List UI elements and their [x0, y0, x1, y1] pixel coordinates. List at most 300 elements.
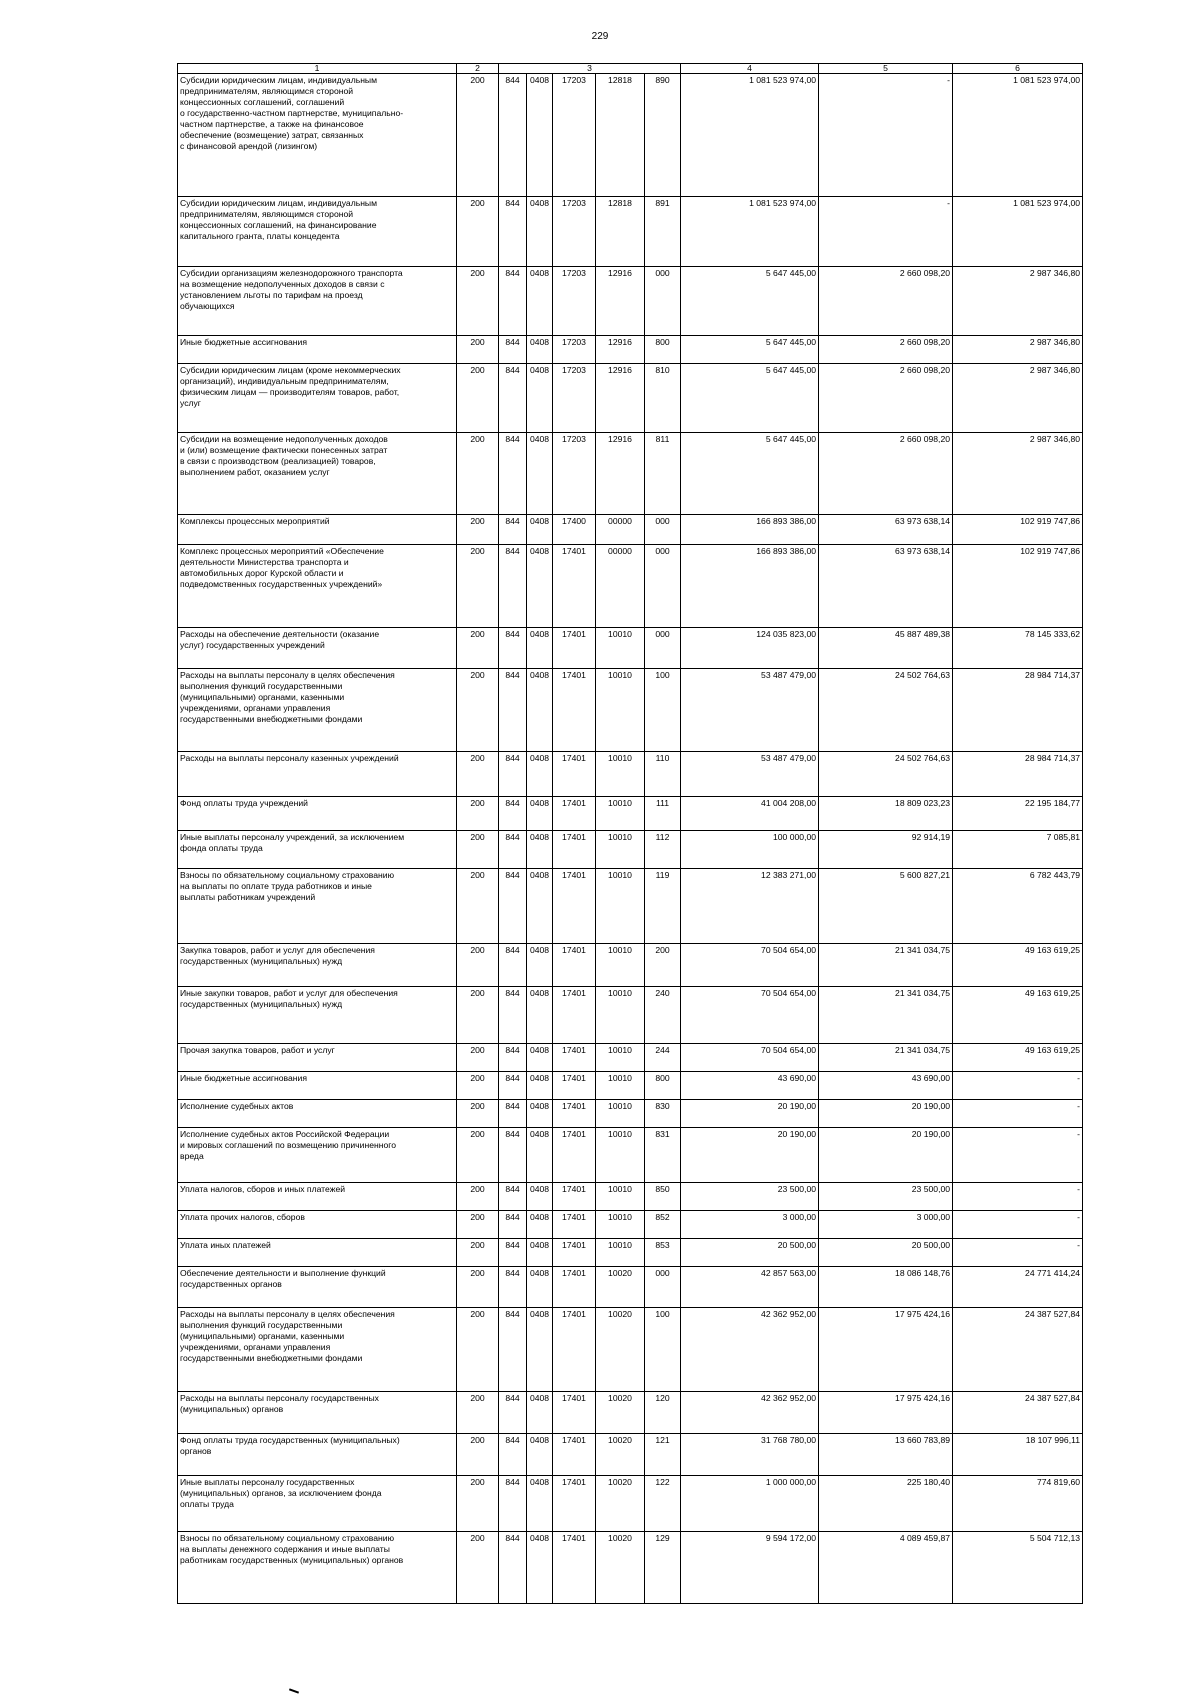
- row-name-cell: Расходы на выплаты персоналу в целях обеспечения выполнения функций государственными (муниципальными) органами, казенными учреждениями, органами управления государственными внебюджетными фондами: [178, 669, 457, 752]
- table-row: [178, 197, 1083, 267]
- expense-type-cell: 800: [645, 336, 681, 364]
- table-row: [178, 869, 1083, 944]
- row-name-cell: Субсидии на возмещение недополученных доходов и (или) возмещение фактически понесенных затрат в связи с производством (реализацией) товаров, выполнением работ, оказанием услуг: [178, 433, 457, 515]
- section-code-cell: 0408: [527, 267, 553, 336]
- approved-amount-cell: 41 004 208,00: [681, 797, 819, 831]
- approved-amount-cell: 20 190,00: [681, 1100, 819, 1128]
- line-code-cell: 200: [457, 1128, 499, 1183]
- table-row: [178, 1072, 1083, 1100]
- expense-type-cell: 831: [645, 1128, 681, 1183]
- expense-type-cell: 122: [645, 1476, 681, 1532]
- executed-amount-cell: 225 180,40: [819, 1476, 953, 1532]
- row-name-cell: Расходы на выплаты персоналу в целях обеспечения выполнения функций государственными (муниципальными) органами, казенными учреждениями, органами управления государственными внебюджетными фондами: [178, 1308, 457, 1392]
- approved-amount-cell: 53 487 479,00: [681, 669, 819, 752]
- approved-amount-cell: 42 857 563,00: [681, 1267, 819, 1308]
- header-cell: 6: [953, 64, 1083, 74]
- line-code-cell: 200: [457, 1100, 499, 1128]
- remaining-amount-cell: 24 387 527,84: [953, 1392, 1083, 1434]
- remaining-amount-cell: 774 819,60: [953, 1476, 1083, 1532]
- remaining-amount-cell: 7 085,81: [953, 831, 1083, 869]
- direction-code-cell: 10010: [596, 1128, 645, 1183]
- approved-amount-cell: 5 647 445,00: [681, 433, 819, 515]
- program-code-cell: 17401: [553, 1183, 596, 1211]
- admin-code-cell: 844: [499, 1211, 527, 1239]
- expense-type-cell: 811: [645, 433, 681, 515]
- section-code-cell: 0408: [527, 1308, 553, 1392]
- executed-amount-cell: 2 660 098,20: [819, 336, 953, 364]
- executed-amount-cell: 24 502 764,63: [819, 752, 953, 797]
- program-code-cell: 17401: [553, 1308, 596, 1392]
- admin-code-cell: 844: [499, 1100, 527, 1128]
- remaining-amount-cell: -: [953, 1239, 1083, 1267]
- executed-amount-cell: 21 341 034,75: [819, 987, 953, 1044]
- section-code-cell: 0408: [527, 1267, 553, 1308]
- expense-type-cell: 200: [645, 944, 681, 987]
- line-code-cell: 200: [457, 869, 499, 944]
- table-row: [178, 1128, 1083, 1183]
- remaining-amount-cell: -: [953, 1211, 1083, 1239]
- program-code-cell: 17401: [553, 869, 596, 944]
- line-code-cell: 200: [457, 1532, 499, 1604]
- direction-code-cell: 12916: [596, 364, 645, 433]
- table-row: [178, 1476, 1083, 1532]
- direction-code-cell: 10020: [596, 1308, 645, 1392]
- approved-amount-cell: 20 500,00: [681, 1239, 819, 1267]
- admin-code-cell: 844: [499, 1183, 527, 1211]
- line-code-cell: 200: [457, 515, 499, 545]
- approved-amount-cell: 31 768 780,00: [681, 1434, 819, 1476]
- expense-type-cell: 891: [645, 197, 681, 267]
- program-code-cell: 17401: [553, 545, 596, 628]
- row-name-cell: Взносы по обязательному социальному страхованию на выплаты по оплате труда работников и иные выплаты работникам учреждений: [178, 869, 457, 944]
- table-row: [178, 336, 1083, 364]
- footer-mark: [289, 1688, 299, 1693]
- line-code-cell: 200: [457, 1072, 499, 1100]
- admin-code-cell: 844: [499, 364, 527, 433]
- program-code-cell: 17401: [553, 1476, 596, 1532]
- line-code-cell: 200: [457, 1211, 499, 1239]
- approved-amount-cell: 166 893 386,00: [681, 515, 819, 545]
- header-cell: 4: [681, 64, 819, 74]
- remaining-amount-cell: 2 987 346,80: [953, 364, 1083, 433]
- direction-code-cell: 10010: [596, 628, 645, 669]
- row-name-cell: Уплата прочих налогов, сборов: [178, 1211, 457, 1239]
- line-code-cell: 200: [457, 1308, 499, 1392]
- section-code-cell: 0408: [527, 197, 553, 267]
- line-code-cell: 200: [457, 1239, 499, 1267]
- approved-amount-cell: 53 487 479,00: [681, 752, 819, 797]
- line-code-cell: 200: [457, 197, 499, 267]
- admin-code-cell: 844: [499, 1044, 527, 1072]
- remaining-amount-cell: 22 195 184,77: [953, 797, 1083, 831]
- program-code-cell: 17401: [553, 1211, 596, 1239]
- program-code-cell: 17203: [553, 364, 596, 433]
- line-code-cell: 200: [457, 752, 499, 797]
- executed-amount-cell: 4 089 459,87: [819, 1532, 953, 1604]
- remaining-amount-cell: -: [953, 1128, 1083, 1183]
- line-code-cell: 200: [457, 267, 499, 336]
- section-code-cell: 0408: [527, 1183, 553, 1211]
- section-code-cell: 0408: [527, 1532, 553, 1604]
- approved-amount-cell: 124 035 823,00: [681, 628, 819, 669]
- row-name-cell: Иные выплаты персоналу государственных (муниципальных) органов, за исключением фонда оплаты труда: [178, 1476, 457, 1532]
- admin-code-cell: 844: [499, 1267, 527, 1308]
- line-code-cell: 200: [457, 628, 499, 669]
- line-code-cell: 200: [457, 1044, 499, 1072]
- executed-amount-cell: 2 660 098,20: [819, 433, 953, 515]
- executed-amount-cell: 20 500,00: [819, 1239, 953, 1267]
- program-code-cell: 17401: [553, 1128, 596, 1183]
- approved-amount-cell: 42 362 952,00: [681, 1308, 819, 1392]
- admin-code-cell: 844: [499, 869, 527, 944]
- row-name-cell: Фонд оплаты труда учреждений: [178, 797, 457, 831]
- row-name-cell: Исполнение судебных актов: [178, 1100, 457, 1128]
- direction-code-cell: 10010: [596, 1239, 645, 1267]
- admin-code-cell: 844: [499, 628, 527, 669]
- row-name-cell: Расходы на выплаты персоналу государственных (муниципальных) органов: [178, 1392, 457, 1434]
- expense-type-cell: 850: [645, 1183, 681, 1211]
- direction-code-cell: 10010: [596, 797, 645, 831]
- executed-amount-cell: 92 914,19: [819, 831, 953, 869]
- executed-amount-cell: 20 190,00: [819, 1128, 953, 1183]
- admin-code-cell: 844: [499, 831, 527, 869]
- remaining-amount-cell: 28 984 714,37: [953, 752, 1083, 797]
- executed-amount-cell: 2 660 098,20: [819, 267, 953, 336]
- admin-code-cell: 844: [499, 1392, 527, 1434]
- executed-amount-cell: 63 973 638,14: [819, 515, 953, 545]
- header-cell: 3: [499, 64, 681, 74]
- approved-amount-cell: 9 594 172,00: [681, 1532, 819, 1604]
- table-row: [178, 944, 1083, 987]
- approved-amount-cell: 70 504 654,00: [681, 944, 819, 987]
- admin-code-cell: 844: [499, 515, 527, 545]
- remaining-amount-cell: 28 984 714,37: [953, 669, 1083, 752]
- program-code-cell: 17401: [553, 1044, 596, 1072]
- expense-type-cell: 244: [645, 1044, 681, 1072]
- admin-code-cell: 844: [499, 197, 527, 267]
- approved-amount-cell: 12 383 271,00: [681, 869, 819, 944]
- direction-code-cell: 12916: [596, 433, 645, 515]
- admin-code-cell: 844: [499, 433, 527, 515]
- direction-code-cell: 10020: [596, 1434, 645, 1476]
- table-row: [178, 1392, 1083, 1434]
- approved-amount-cell: 43 690,00: [681, 1072, 819, 1100]
- line-code-cell: 200: [457, 364, 499, 433]
- program-code-cell: 17401: [553, 987, 596, 1044]
- program-code-cell: 17401: [553, 1267, 596, 1308]
- header-cell: 2: [457, 64, 499, 74]
- remaining-amount-cell: 6 782 443,79: [953, 869, 1083, 944]
- executed-amount-cell: 2 660 098,20: [819, 364, 953, 433]
- expense-type-cell: 129: [645, 1532, 681, 1604]
- remaining-amount-cell: 18 107 996,11: [953, 1434, 1083, 1476]
- approved-amount-cell: 23 500,00: [681, 1183, 819, 1211]
- row-name-cell: Иные закупки товаров, работ и услуг для обеспечения государственных (муниципальных) нужд: [178, 987, 457, 1044]
- direction-code-cell: 12818: [596, 197, 645, 267]
- table-row: [178, 1308, 1083, 1392]
- program-code-cell: 17401: [553, 1434, 596, 1476]
- line-code-cell: 200: [457, 797, 499, 831]
- remaining-amount-cell: 102 919 747,86: [953, 545, 1083, 628]
- expense-type-cell: 100: [645, 669, 681, 752]
- section-code-cell: 0408: [527, 1072, 553, 1100]
- section-code-cell: 0408: [527, 1392, 553, 1434]
- row-name-cell: Субсидии юридическим лицам (кроме некоммерческих организаций), индивидуальным предпринимателям, физическим лицам — производителям товаров, работ, услуг: [178, 364, 457, 433]
- row-name-cell: Иные бюджетные ассигнования: [178, 336, 457, 364]
- program-code-cell: 17401: [553, 944, 596, 987]
- direction-code-cell: 10020: [596, 1476, 645, 1532]
- program-code-cell: 17400: [553, 515, 596, 545]
- remaining-amount-cell: 49 163 619,25: [953, 1044, 1083, 1072]
- table-row: [178, 433, 1083, 515]
- section-code-cell: 0408: [527, 1476, 553, 1532]
- line-code-cell: 200: [457, 1434, 499, 1476]
- row-name-cell: Уплата иных платежей: [178, 1239, 457, 1267]
- remaining-amount-cell: 49 163 619,25: [953, 987, 1083, 1044]
- remaining-amount-cell: 1 081 523 974,00: [953, 74, 1083, 197]
- executed-amount-cell: -: [819, 74, 953, 197]
- line-code-cell: 200: [457, 944, 499, 987]
- section-code-cell: 0408: [527, 628, 553, 669]
- line-code-cell: 200: [457, 1183, 499, 1211]
- executed-amount-cell: 43 690,00: [819, 1072, 953, 1100]
- remaining-amount-cell: 24 387 527,84: [953, 1308, 1083, 1392]
- direction-code-cell: 12916: [596, 267, 645, 336]
- remaining-amount-cell: -: [953, 1183, 1083, 1211]
- direction-code-cell: 10010: [596, 987, 645, 1044]
- row-name-cell: Субсидии организациям железнодорожного транспорта на возмещение недополученных доходов в связи с установлением льготы по тарифам на проезд обучающихся: [178, 267, 457, 336]
- table-row: [178, 752, 1083, 797]
- expense-type-cell: 119: [645, 869, 681, 944]
- section-code-cell: 0408: [527, 1100, 553, 1128]
- row-name-cell: Уплата налогов, сборов и иных платежей: [178, 1183, 457, 1211]
- table-row: [178, 267, 1083, 336]
- column-number-row: [178, 64, 1083, 74]
- section-code-cell: 0408: [527, 1239, 553, 1267]
- section-code-cell: 0408: [527, 1128, 553, 1183]
- approved-amount-cell: 20 190,00: [681, 1128, 819, 1183]
- approved-amount-cell: 42 362 952,00: [681, 1392, 819, 1434]
- expense-type-cell: 000: [645, 628, 681, 669]
- line-code-cell: 200: [457, 1267, 499, 1308]
- expense-type-cell: 000: [645, 515, 681, 545]
- admin-code-cell: 844: [499, 669, 527, 752]
- remaining-amount-cell: 2 987 346,80: [953, 267, 1083, 336]
- remaining-amount-cell: 2 987 346,80: [953, 336, 1083, 364]
- row-name-cell: Расходы на обеспечение деятельности (оказание услуг) государственных учреждений: [178, 628, 457, 669]
- approved-amount-cell: 5 647 445,00: [681, 336, 819, 364]
- row-name-cell: Иные выплаты персоналу учреждений, за исключением фонда оплаты труда: [178, 831, 457, 869]
- table-row: [178, 1211, 1083, 1239]
- approved-amount-cell: 166 893 386,00: [681, 545, 819, 628]
- line-code-cell: 200: [457, 336, 499, 364]
- expense-type-cell: 000: [645, 1267, 681, 1308]
- direction-code-cell: 10010: [596, 1100, 645, 1128]
- row-name-cell: Прочая закупка товаров, работ и услуг: [178, 1044, 457, 1072]
- header-cell: 5: [819, 64, 953, 74]
- expense-type-cell: 111: [645, 797, 681, 831]
- table-row: [178, 1267, 1083, 1308]
- admin-code-cell: 844: [499, 752, 527, 797]
- executed-amount-cell: 20 190,00: [819, 1100, 953, 1128]
- executed-amount-cell: 3 000,00: [819, 1211, 953, 1239]
- row-name-cell: Комплексы процессных мероприятий: [178, 515, 457, 545]
- row-name-cell: Субсидии юридическим лицам, индивидуальным предпринимателям, являющимся стороной концессионных соглашений, соглашений о государственно-частном партнерстве, муниципально- частном партнерстве, а также на финансовое обеспечение (возмещение) затрат, связанных с финансовой арендой (лизингом): [178, 74, 457, 197]
- direction-code-cell: 00000: [596, 515, 645, 545]
- admin-code-cell: 844: [499, 987, 527, 1044]
- line-code-cell: 200: [457, 669, 499, 752]
- approved-amount-cell: 1 081 523 974,00: [681, 74, 819, 197]
- remaining-amount-cell: 49 163 619,25: [953, 944, 1083, 987]
- line-code-cell: 200: [457, 1392, 499, 1434]
- approved-amount-cell: 1 000 000,00: [681, 1476, 819, 1532]
- admin-code-cell: 844: [499, 267, 527, 336]
- program-code-cell: 17401: [553, 1072, 596, 1100]
- table-row: [178, 1532, 1083, 1604]
- section-code-cell: 0408: [527, 364, 553, 433]
- section-code-cell: 0408: [527, 752, 553, 797]
- program-code-cell: 17203: [553, 74, 596, 197]
- program-code-cell: 17401: [553, 752, 596, 797]
- line-code-cell: 200: [457, 74, 499, 197]
- line-code-cell: 200: [457, 1476, 499, 1532]
- section-code-cell: 0408: [527, 831, 553, 869]
- executed-amount-cell: 21 341 034,75: [819, 1044, 953, 1072]
- expense-type-cell: 100: [645, 1308, 681, 1392]
- section-code-cell: 0408: [527, 669, 553, 752]
- program-code-cell: 17401: [553, 1239, 596, 1267]
- executed-amount-cell: 24 502 764,63: [819, 669, 953, 752]
- remaining-amount-cell: 78 145 333,62: [953, 628, 1083, 669]
- remaining-amount-cell: 102 919 747,86: [953, 515, 1083, 545]
- admin-code-cell: 844: [499, 1434, 527, 1476]
- approved-amount-cell: 5 647 445,00: [681, 267, 819, 336]
- executed-amount-cell: 21 341 034,75: [819, 944, 953, 987]
- program-code-cell: 17203: [553, 433, 596, 515]
- section-code-cell: 0408: [527, 545, 553, 628]
- section-code-cell: 0408: [527, 515, 553, 545]
- executed-amount-cell: 17 975 424,16: [819, 1392, 953, 1434]
- row-name-cell: Обеспечение деятельности и выполнение функций государственных органов: [178, 1267, 457, 1308]
- executed-amount-cell: 5 600 827,21: [819, 869, 953, 944]
- approved-amount-cell: 5 647 445,00: [681, 364, 819, 433]
- program-code-cell: 17401: [553, 1100, 596, 1128]
- line-code-cell: 200: [457, 987, 499, 1044]
- table-row: [178, 1434, 1083, 1476]
- expense-type-cell: 890: [645, 74, 681, 197]
- executed-amount-cell: 17 975 424,16: [819, 1308, 953, 1392]
- remaining-amount-cell: 2 987 346,80: [953, 433, 1083, 515]
- row-name-cell: Расходы на выплаты персоналу казенных учреждений: [178, 752, 457, 797]
- budget-table: [177, 63, 1083, 1604]
- line-code-cell: 200: [457, 433, 499, 515]
- line-code-cell: 200: [457, 545, 499, 628]
- table-row: [178, 628, 1083, 669]
- remaining-amount-cell: 24 771 414,24: [953, 1267, 1083, 1308]
- direction-code-cell: 10020: [596, 1267, 645, 1308]
- program-code-cell: 17401: [553, 1532, 596, 1604]
- table-row: [178, 515, 1083, 545]
- table-row: [178, 74, 1083, 197]
- approved-amount-cell: 70 504 654,00: [681, 987, 819, 1044]
- table-row: [178, 1044, 1083, 1072]
- section-code-cell: 0408: [527, 944, 553, 987]
- table-row: [178, 831, 1083, 869]
- approved-amount-cell: 3 000,00: [681, 1211, 819, 1239]
- direction-code-cell: 10020: [596, 1392, 645, 1434]
- direction-code-cell: 00000: [596, 545, 645, 628]
- expense-type-cell: 810: [645, 364, 681, 433]
- direction-code-cell: 12818: [596, 74, 645, 197]
- row-name-cell: Исполнение судебных актов Российской Федерации и мировых соглашений по возмещению причиненного вреда: [178, 1128, 457, 1183]
- table-row: [178, 364, 1083, 433]
- expense-type-cell: 120: [645, 1392, 681, 1434]
- admin-code-cell: 844: [499, 1532, 527, 1604]
- expense-type-cell: 000: [645, 545, 681, 628]
- direction-code-cell: 10010: [596, 1183, 645, 1211]
- direction-code-cell: 10010: [596, 944, 645, 987]
- table-row: [178, 1239, 1083, 1267]
- direction-code-cell: 10010: [596, 831, 645, 869]
- program-code-cell: 17203: [553, 197, 596, 267]
- admin-code-cell: 844: [499, 1476, 527, 1532]
- program-code-cell: 17401: [553, 1392, 596, 1434]
- expense-type-cell: 830: [645, 1100, 681, 1128]
- program-code-cell: 17203: [553, 267, 596, 336]
- section-code-cell: 0408: [527, 1434, 553, 1476]
- line-code-cell: 200: [457, 831, 499, 869]
- executed-amount-cell: 13 660 783,89: [819, 1434, 953, 1476]
- admin-code-cell: 844: [499, 1128, 527, 1183]
- header-cell: 1: [178, 64, 457, 74]
- direction-code-cell: 10020: [596, 1532, 645, 1604]
- program-code-cell: 17401: [553, 797, 596, 831]
- section-code-cell: 0408: [527, 869, 553, 944]
- approved-amount-cell: 70 504 654,00: [681, 1044, 819, 1072]
- row-name-cell: Взносы по обязательному социальному страхованию на выплаты денежного содержания и иные выплаты работникам государственных (муниципальных) органов: [178, 1532, 457, 1604]
- approved-amount-cell: 100 000,00: [681, 831, 819, 869]
- program-code-cell: 17203: [553, 336, 596, 364]
- expense-type-cell: 853: [645, 1239, 681, 1267]
- table-row: [178, 797, 1083, 831]
- direction-code-cell: 12916: [596, 336, 645, 364]
- approved-amount-cell: 1 081 523 974,00: [681, 197, 819, 267]
- section-code-cell: 0408: [527, 1211, 553, 1239]
- direction-code-cell: 10010: [596, 1044, 645, 1072]
- program-code-cell: 17401: [553, 831, 596, 869]
- direction-code-cell: 10010: [596, 752, 645, 797]
- row-name-cell: Иные бюджетные ассигнования: [178, 1072, 457, 1100]
- section-code-cell: 0408: [527, 797, 553, 831]
- section-code-cell: 0408: [527, 336, 553, 364]
- executed-amount-cell: 23 500,00: [819, 1183, 953, 1211]
- table-row: [178, 669, 1083, 752]
- row-name-cell: Фонд оплаты труда государственных (муниципальных) органов: [178, 1434, 457, 1476]
- admin-code-cell: 844: [499, 1072, 527, 1100]
- admin-code-cell: 844: [499, 1239, 527, 1267]
- direction-code-cell: 10010: [596, 869, 645, 944]
- expense-type-cell: 800: [645, 1072, 681, 1100]
- row-name-cell: Закупка товаров, работ и услуг для обеспечения государственных (муниципальных) нужд: [178, 944, 457, 987]
- page-number: 229: [591, 31, 609, 42]
- row-name-cell: Комплекс процессных мероприятий «Обеспечение деятельности Министерства транспорта и автомобильных дорог Курской области и подведомственных государственных учреждений»: [178, 545, 457, 628]
- direction-code-cell: 10010: [596, 1211, 645, 1239]
- expense-type-cell: 000: [645, 267, 681, 336]
- admin-code-cell: 844: [499, 545, 527, 628]
- expense-type-cell: 240: [645, 987, 681, 1044]
- expense-type-cell: 121: [645, 1434, 681, 1476]
- admin-code-cell: 844: [499, 336, 527, 364]
